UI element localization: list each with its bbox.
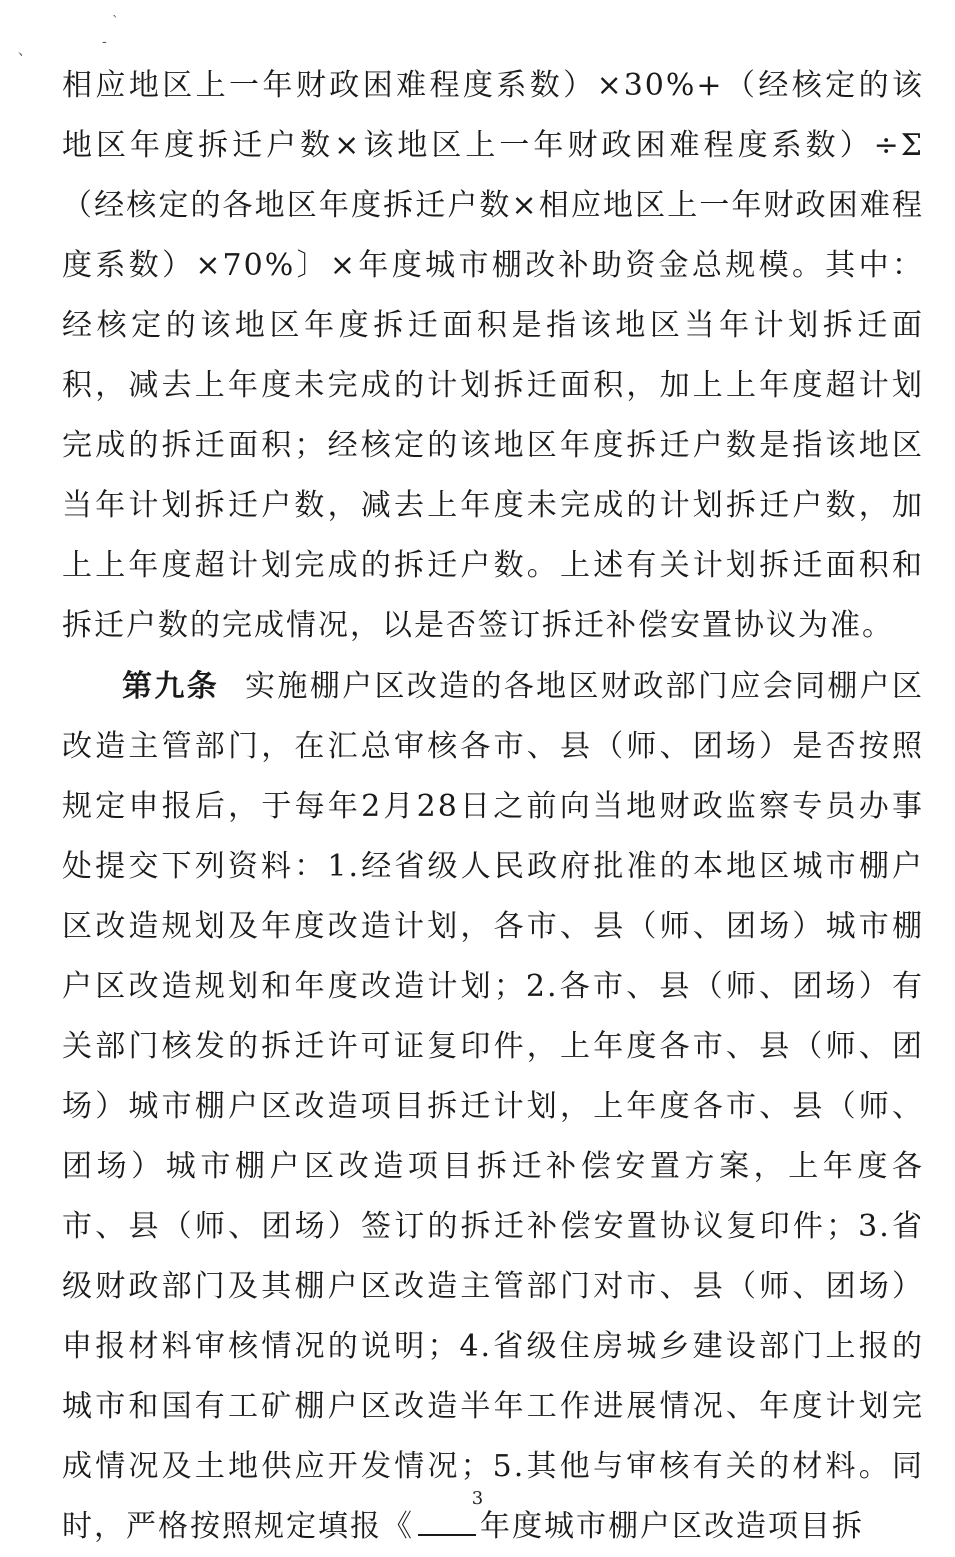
paragraph-article-9	[62, 657, 924, 1557]
page-number: 3	[471, 1488, 484, 1509]
fill-in-blank	[418, 1508, 476, 1536]
paragraph-text: 相应地区上一年财政困难程度系数）×30%+（经核定的该地区年度拆迁户数×该地区上一年财政困难程度系数）÷Σ（经核定的各地区年度拆迁户数×相应地区上一年财政困难程度系数）×70%〕×年度城市棚改补助资金总规模。其中：经核定的该地区年度拆迁面积是指该地区当年计划拆迁面积，减去上年度未完成的计划拆迁面积，加上上年度超计划完成的拆迁面积；经核定的该地区年度拆迁户数是指该地区当年计划拆迁户数，减去上年度未完成的计划拆迁户数，加上上年度超计划完成的拆迁户数。上述有关计划拆迁面积和拆迁户数的完成情况，以是否签订拆迁补偿安置协议为准。	[62, 68, 924, 643]
scan-artifact: 、	[18, 43, 32, 59]
scan-artifact: `	[112, 14, 119, 30]
scan-artifact: -	[102, 34, 107, 50]
paragraph-formula-continuation	[62, 56, 924, 656]
paragraph-text: 实施棚户区改造的各地区财政部门应会同棚户区改造主管部门，在汇总审核各市、县（师、团场）是否按照规定申报后，于每年2月28日之前向当地财政监察专员办事处提交下列资料：1.经省级人民政府批准的本地区城市棚户区改造规划及年度改造计划，各市、县（师、团场）城市棚户区改造规划和年度改造计划；2.各市、县（师、团场）有关部门核发的拆迁许可证复印件，上年度各市、县（师、团场）城市棚户区改造项目拆迁计划，上年度各市、县（师、团场）城市棚户区改造项目拆迁补偿安置方案，上年度各市、县（师、团场）签订的拆迁补偿安置协议复印件；3.省级财政部门及其棚户区改造主管部门对市、县（师、团场）申报材料审核情况的说明；4.省级住房城乡建设部门上报的城市和国有工矿棚户区改造半年工作进展情况、年度计划完成情况及土地供应开发情况；5.其他与审核有关的材料。同时，严格按照规定填报《	[62, 669, 925, 1544]
article-label: 第九条	[122, 669, 220, 704]
paragraph-tail-text: 年度城市棚户区改造项目拆	[480, 1509, 864, 1544]
